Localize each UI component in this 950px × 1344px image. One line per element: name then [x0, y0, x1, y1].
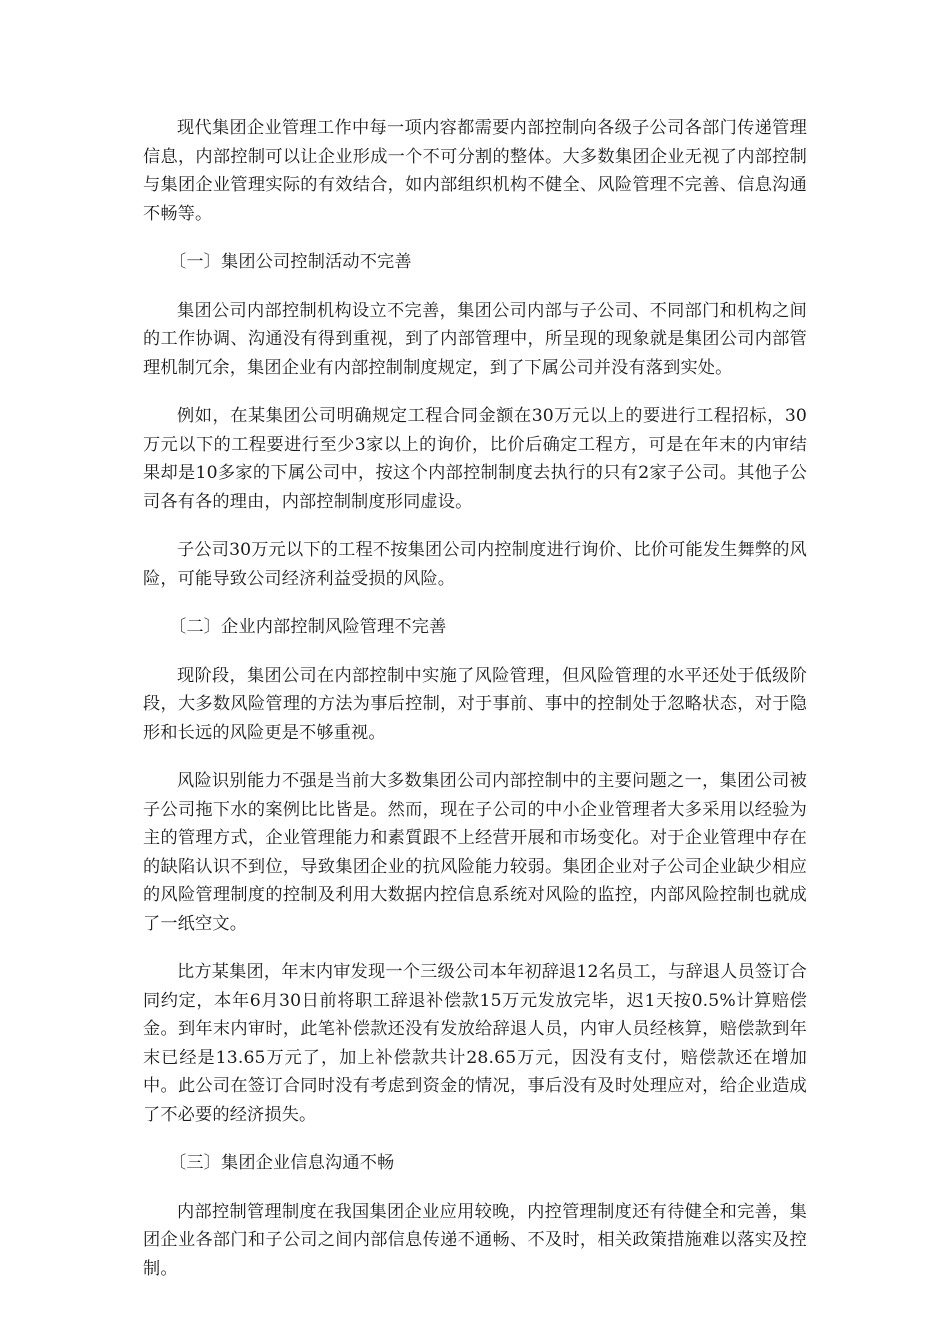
paragraph-control-structure: 集团公司内部控制机构设立不完善，集团公司内部与子公司、不同部门和机构之间的工作协调、沟通没有得到重视，到了内部管理中，所呈现的现象就是集团公司内部管理机制冗余，集团企业有内部控制制度规定，到了下属公司并没有落到实处。 — [143, 300, 807, 378]
paragraph-intro: 现代集团企业管理工作中每一项内容都需要内部控制向各级子公司各部门传递管理信息，内部控制可以让企业形成一个不可分割的整体。大多数集团企业无视了内部控制与集团企业管理实际的有效结合，如内部组织机构不健全、风险管理不完善、信息沟通不畅等。 — [143, 118, 807, 224]
section-heading-1: 〔一〕集团公司控制活动不完善 — [169, 252, 412, 272]
document-body — [143, 114, 807, 1303]
paragraph-subsidiary-risk: 子公司30万元以下的工程不按集团公司内控制度进行询价、比价可能发生舞弊的风险，可能导致公司经济利益受损的风险。 — [143, 540, 807, 589]
paragraph-risk-stage: 现阶段，集团公司在内部控制中实施了风险管理，但风险管理的水平还处于低级阶段，大多数风险管理的方法为事后控制，对于事前、事中的控制处于忽略状态，对于隐形和长远的风险更是不够重视。 — [143, 665, 807, 743]
paragraph-example-tender: 例如，在某集团公司明确规定工程合同金额在30万元以上的要进行工程招标，30万元以下的工程要进行至少3家以上的询价，比价后确定工程方，可是在年末的内审结果却是10多家的下属公司中，按这个内部控制制度去执行的只有2家子公司。其他子公司各有各的理由，内部控制制度形同虚设。 — [143, 406, 807, 512]
section-heading-2: 〔二〕企业内部控制风险管理不完善 — [169, 617, 447, 637]
paragraph-example-compensation: 比方某集团，年末内审发现一个三级公司本年初辞退12名员工，与辞退人员签订合同约定，本年6月30日前将职工辞退补偿款15万元发放完毕，迟1天按0.5%计算赔偿金。到年末内审时，此笔补偿款还没有发放给辞退人员，内审人员经核算，赔偿款到年末已经是13.65万元了，加上补偿款共计28.65万元，因没有支付，赔偿款还在增加中。此公司在签订合同时没有考虑到资金的情况，事后没有及时处理应对，给企业造成了不必要的经济损失。 — [143, 962, 807, 1125]
paragraph-risk-identification: 风险识别能力不强是当前大多数集团公司内部控制中的主要问题之一，集团公司被子公司拖下水的案例比比皆是。然而，现在子公司的中小企业管理者大多采用以经验为主的管理方式，企业管理能力和素質跟不上经营开展和市场变化。对于企业管理中存在的缺陷认识不到位，导致集团企业的抗风险能力较弱。集团企业对子公司企业缺少相应的风险管理制度的控制及利用大数据内控信息系统对风险的监控，内部风险控制也就成了一纸空文。 — [143, 771, 807, 934]
section-heading-3: 〔三〕集团企业信息沟通不畅 — [169, 1153, 395, 1173]
paragraph-communication: 内部控制管理制度在我国集团企业应用较晚，内控管理制度还有待健全和完善，集团企业各部门和子公司之间内部信息传递不通畅、不及时，相关政策措施难以落实及控制。 — [143, 1201, 807, 1279]
